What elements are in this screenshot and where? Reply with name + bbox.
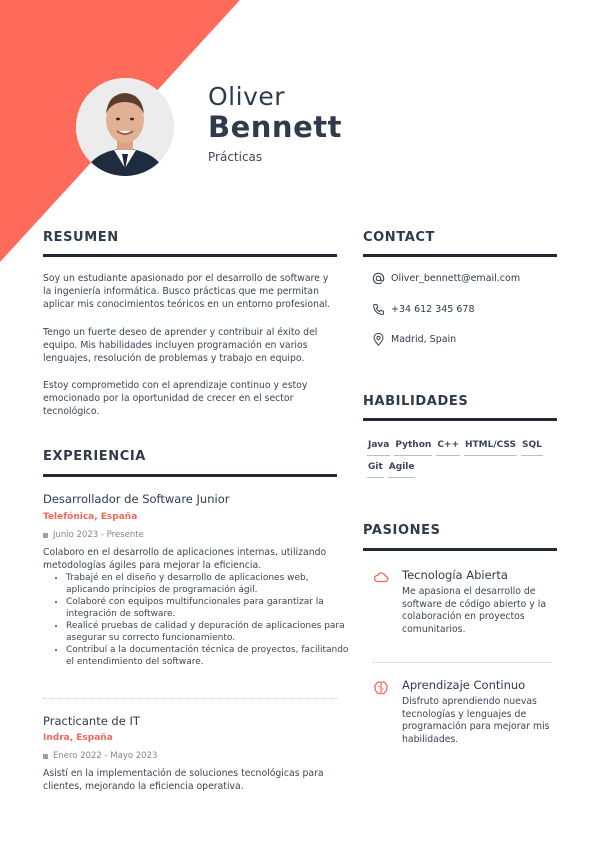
section-title-experiencia: EXPERIENCIA [43, 449, 146, 464]
calendar-marker-icon [43, 754, 48, 759]
calendar-marker-icon [43, 533, 48, 538]
section-title-contact: CONTACT [363, 230, 435, 245]
cloud-icon [373, 569, 389, 585]
job-date [43, 530, 144, 540]
job-divider [43, 698, 337, 699]
section-rule [43, 254, 337, 257]
skill-tag: Git [367, 460, 384, 478]
last-name: Bennett [208, 110, 342, 144]
passion-description: Disfruto aprendiendo nuevas tecnologías y lenguajes de programación para mejorar mis habilidades. [402, 696, 550, 746]
section-rule [363, 548, 557, 551]
job-bullet: • Realicé pruebas de calidad y depuración de aplicaciones para asegurar su correcto funcionamiento. [66, 621, 351, 644]
contact-location [372, 333, 456, 346]
skill-tag: Java [367, 438, 390, 456]
section-rule [43, 474, 337, 477]
job-bullet: • Colaboré con equipos multifuncionales para garantizar la integración de software. [66, 597, 351, 620]
job-bullet: • Trabajé en el diseño y desarrollo de aplicaciones web, aplicando principios de programación ágil. [66, 573, 351, 596]
job-description: Colaboro en el desarrollo de aplicaciones internas, utilizando metodologías ágiles para mejorar la eficiencia. [43, 547, 327, 571]
job-company: Telefónica, España [43, 512, 138, 522]
contact-location-text: Madrid, Spain [391, 334, 457, 345]
summary-paragraph: Estoy comprometido con el aprendizaje continuo y estoy emocionado por la oportunidad de crecer en el sector tecnológico. [43, 380, 308, 417]
section-rule [363, 418, 557, 421]
skill-tag: C++ [436, 438, 460, 456]
section-rule [363, 254, 557, 257]
job-title: Practicante de IT [43, 714, 140, 728]
job-date-text: Junio 2023 - Presente [53, 530, 144, 540]
contact-email[interactable] [372, 272, 520, 285]
skill-tag: Agile [388, 460, 416, 478]
passion-divider [373, 662, 551, 663]
role-title: Prácticas [208, 150, 263, 164]
job-title: Desarrollador de Software Junior [43, 492, 230, 506]
job-bullet-list [52, 573, 351, 669]
brain-icon [373, 680, 389, 696]
section-title-habilidades: HABILIDADES [363, 394, 469, 409]
skill-tag: HTML/CSS [464, 438, 517, 456]
contact-phone[interactable] [372, 303, 475, 316]
passion-title: Tecnología Abierta [402, 568, 508, 582]
skill-tag: Python [394, 438, 432, 456]
job-company: Indra, España [43, 733, 113, 743]
phone-icon [372, 303, 385, 316]
section-title-pasiones: PASIONES [363, 523, 441, 538]
passion-title: Aprendizaje Continuo [402, 678, 526, 692]
job-date [43, 751, 157, 761]
skill-tag: SQL [521, 438, 543, 456]
passion-description: Me apasiona el desarrollo de software de código abierto y la colaboración en proyectos comunitarios. [402, 586, 547, 636]
skills-list [367, 438, 557, 478]
summary-paragraph: Soy un estudiante apasionado por el desarrollo de software y la ingeniería informática. Busco prácticas que me permitan aplicar mis conocimientos teóricos en un entorno profesional. [43, 273, 331, 310]
summary-paragraph: Tengo un fuerte deseo de aprender y contribuir al éxito del equipo. Mis habilidades incluyen programación en varios lenguajes, resolución de problemas y trabajo en equipo. [43, 327, 318, 364]
contact-email-text: Oliver_bennett@email.com [391, 273, 521, 284]
job-description: Asistí en la implementación de soluciones tecnológicas para clientes, mejorando la eficiencia operativa. [43, 768, 324, 792]
at-icon [372, 272, 385, 285]
job-date-text: Enero 2022 - Mayo 2023 [53, 751, 158, 761]
first-name: Oliver [208, 82, 286, 111]
section-title-resumen: RESUMEN [43, 230, 119, 245]
job-bullet: • Contribuí a la documentación técnica de proyectos, facilitando el entendimiento del software. [66, 645, 351, 668]
contact-phone-text: +34 612 345 678 [391, 304, 475, 315]
profile-photo [76, 78, 174, 176]
location-pin-icon [372, 333, 385, 346]
